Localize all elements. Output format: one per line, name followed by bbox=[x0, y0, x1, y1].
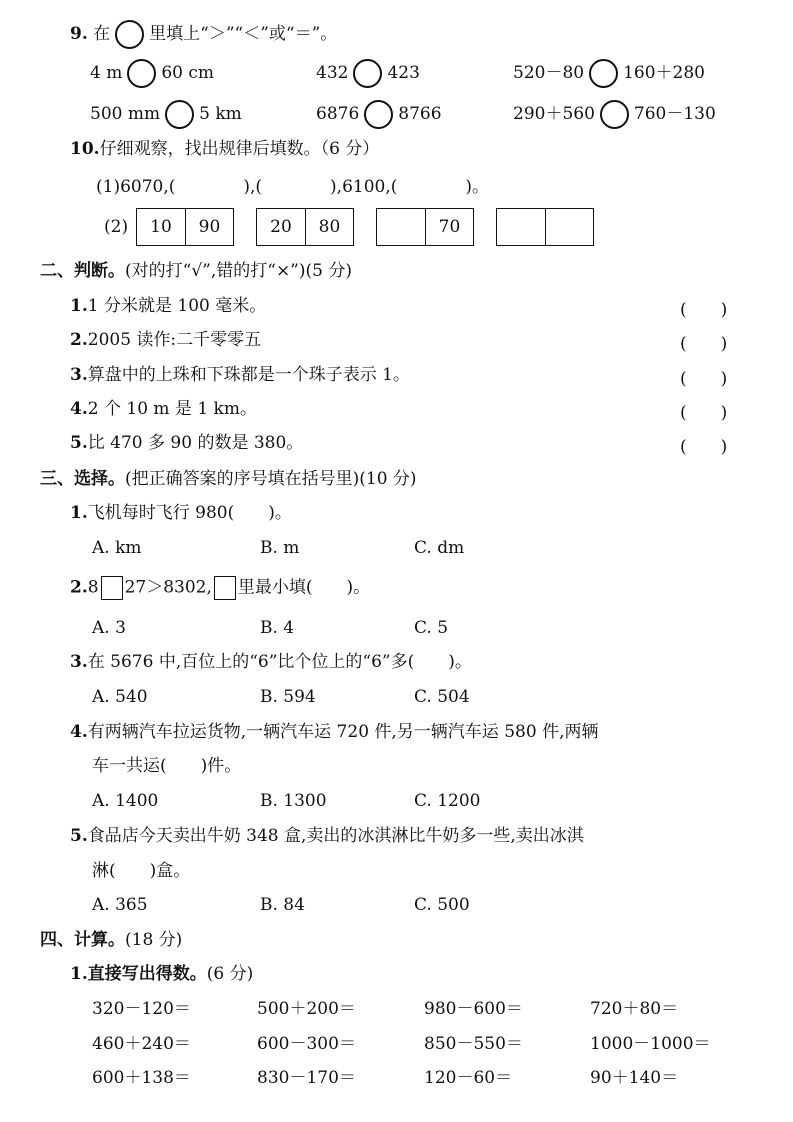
calc-item[interactable]: 90＋140＝ bbox=[590, 1068, 679, 1088]
choice-question-1: 1.飞机每时飞行 980( )。 bbox=[70, 503, 292, 523]
compare-circle[interactable] bbox=[353, 59, 382, 88]
pattern-cell-blank[interactable] bbox=[545, 209, 593, 245]
q10-number: 10. bbox=[70, 139, 100, 159]
q9-number: 9. bbox=[70, 24, 88, 44]
calc-item[interactable]: 460＋240＝ bbox=[92, 1034, 191, 1054]
pattern-box-3 bbox=[376, 208, 474, 246]
calc-question-1: 1.直接写出得数。(6 分) bbox=[70, 964, 254, 984]
option-c[interactable]: C. dm bbox=[414, 538, 465, 558]
section-2-heading: 二、判断。(对的打“√”,错的打“×”)(5 分) bbox=[40, 261, 352, 281]
calc-item[interactable]: 720＋80＝ bbox=[590, 999, 679, 1019]
option-b[interactable]: B. 594 bbox=[260, 687, 316, 707]
compare-circle[interactable] bbox=[364, 100, 393, 129]
compare-circle[interactable] bbox=[589, 59, 618, 88]
calc-item[interactable]: 120－60＝ bbox=[424, 1068, 513, 1088]
pattern-cell-blank[interactable] bbox=[377, 209, 425, 245]
compare-circle[interactable] bbox=[127, 59, 156, 88]
compare-circle bbox=[115, 20, 144, 49]
option-a[interactable]: A. 1400 bbox=[92, 791, 159, 811]
q9-item: 520－80 160＋280 bbox=[513, 59, 705, 88]
option-c[interactable]: C. 504 bbox=[414, 687, 470, 707]
judge-item: 5.比 470 多 90 的数是 380。 bbox=[70, 433, 304, 453]
pattern-box-4 bbox=[496, 208, 594, 246]
choice-question-2: 2.8 27＞8302, 里最小填( )。 bbox=[70, 576, 370, 600]
judge-item: 3.算盘中的上珠和下珠都是一个珠子表示 1。 bbox=[70, 365, 410, 385]
compare-circle[interactable] bbox=[600, 100, 629, 129]
choice-question-3: 3.在 5676 中,百位上的“6”比个位上的“6”多( )。 bbox=[70, 652, 472, 672]
calc-item[interactable]: 600＋138＝ bbox=[92, 1068, 191, 1088]
answer-paren[interactable]: ( ) bbox=[680, 334, 728, 354]
calc-item[interactable]: 600－300＝ bbox=[257, 1034, 356, 1054]
compare-circle[interactable] bbox=[165, 100, 194, 129]
pattern-cell: 90 bbox=[185, 209, 233, 245]
option-c[interactable]: C. 5 bbox=[414, 618, 449, 638]
calc-item[interactable]: 1000－1000＝ bbox=[590, 1034, 711, 1054]
judge-item: 2.2005 读作:二千零零五 bbox=[70, 330, 262, 350]
digit-box bbox=[214, 576, 236, 600]
answer-paren[interactable]: ( ) bbox=[680, 300, 728, 320]
q9-item: 290＋560 760－130 bbox=[513, 100, 716, 129]
choice-question-4-cont: 车一共运( )件。 bbox=[92, 756, 242, 776]
pattern-box-1 bbox=[136, 208, 234, 246]
q9-text-2: 里填上“＞”“＜”或“＝”。 bbox=[149, 24, 338, 44]
q9-item: 4 m 60 cm bbox=[90, 59, 214, 88]
calc-item[interactable]: 320－120＝ bbox=[92, 999, 191, 1019]
option-b[interactable]: B. m bbox=[260, 538, 300, 558]
pattern-cell: 20 bbox=[270, 217, 292, 237]
calc-item[interactable]: 500＋200＝ bbox=[257, 999, 356, 1019]
digit-box[interactable] bbox=[101, 576, 123, 600]
answer-paren[interactable]: ( ) bbox=[680, 403, 728, 423]
calc-item[interactable]: 830－170＝ bbox=[257, 1068, 356, 1088]
option-a[interactable]: A. 3 bbox=[92, 618, 126, 638]
q10-text: 仔细观察，找出规律后填数。（6 分） bbox=[99, 139, 380, 159]
q9-item: 432 423 bbox=[316, 59, 420, 88]
pattern-cell-blank[interactable] bbox=[497, 209, 545, 245]
option-b[interactable]: B. 4 bbox=[260, 618, 295, 638]
section-3-heading: 三、选择。(把正确答案的序号填在括号里)(10 分) bbox=[40, 469, 417, 489]
judge-item: 1.1 分米就是 100 毫米。 bbox=[70, 296, 267, 316]
option-a[interactable]: A. 365 bbox=[92, 895, 148, 915]
option-c[interactable]: C. 1200 bbox=[414, 791, 481, 811]
option-a[interactable]: A. km bbox=[92, 538, 142, 558]
calc-item[interactable]: 980－600＝ bbox=[424, 999, 523, 1019]
q10-title bbox=[70, 138, 379, 160]
answer-paren[interactable]: ( ) bbox=[680, 369, 728, 389]
q10-line-2-label: (2) bbox=[104, 217, 129, 237]
choice-question-5-cont: 淋( )盒。 bbox=[92, 861, 191, 881]
option-b[interactable]: B. 1300 bbox=[260, 791, 327, 811]
q9-text-1: 在 bbox=[93, 24, 111, 44]
option-a[interactable]: A. 540 bbox=[92, 687, 148, 707]
q9-item: 6876 8766 bbox=[316, 100, 442, 129]
calc-item[interactable]: 850－550＝ bbox=[424, 1034, 523, 1054]
option-b[interactable]: B. 84 bbox=[260, 895, 305, 915]
q10-line-1: (1)6070,( ),( ),6100,( )。 bbox=[96, 177, 490, 197]
option-c[interactable]: C. 500 bbox=[414, 895, 470, 915]
choice-question-4: 4.有两辆汽车拉运货物,一辆汽车运 720 件,另一辆汽车运 580 件,两辆 bbox=[70, 722, 599, 742]
choice-question-5: 5.食品店今天卖出牛奶 348 盒,卖出的冰淇淋比牛奶多一些,卖出冰淇 bbox=[70, 826, 584, 846]
answer-paren[interactable]: ( ) bbox=[680, 437, 728, 457]
judge-item: 4.2 个 10 m 是 1 km。 bbox=[70, 399, 257, 419]
pattern-cell: 70 bbox=[425, 209, 473, 245]
pattern-cell: 80 bbox=[305, 209, 353, 245]
pattern-cell: 10 bbox=[150, 217, 172, 237]
pattern-box-2 bbox=[256, 208, 354, 246]
section-4-heading: 四、计算。(18 分) bbox=[40, 930, 183, 950]
q9-item: 500 mm 5 km bbox=[90, 100, 242, 129]
q9-title bbox=[70, 20, 337, 49]
